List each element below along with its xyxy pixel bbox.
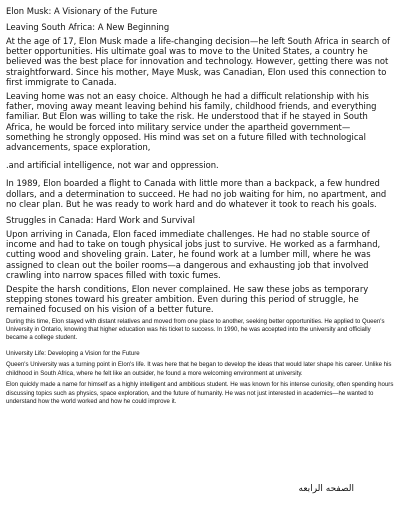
section-title-university-life: University Life: Developing a Vision for the Future xyxy=(6,349,140,357)
section-title-struggles-canada: Struggles in Canada: Hard Work and Survival xyxy=(6,215,195,226)
paragraph-harsh-conditions: Despite the harsh conditions, Elon never complained. He saw these jobs as temporary stepping stones toward his greater ambition. Even during this period of struggle, he remained focused on his vision of a better future. xyxy=(6,284,369,315)
paragraph-age-17: At the age of 17, Elon Musk made a life-changing decision—he left South Africa in search of better opportunities. His ultimate goal was to move to the United States, a country he believed was the best place for innovation and technology. However, getting there was not straightforward. Since his mother, Maye Musk, was Canadian, Elon used this connection to first immigrate to Canada. xyxy=(6,36,390,87)
document-title: Elon Musk: A Visionary of the Future xyxy=(6,6,158,16)
section-title-leaving-south-africa: Leaving South Africa: A New Beginning xyxy=(6,22,170,32)
paragraph-arriving-canada: Upon arriving in Canada, Elon faced immediate challenges. He had no stable source of income and had to take on tough physical jobs just to survive. He worked as a farmhand, cutting wood and shoveling grain. Later, he found work at a lumber mill, where he was assigned to clean out the boiler rooms—a dangerous and exhausting job that involved crawling into narrow spaces filled with toxic fumes. xyxy=(6,229,381,280)
page-footer-label: الصفحه الرابعه xyxy=(298,484,354,494)
paragraph-leaving-home: Leaving home was not an easy choice. Although he had a difficult relationship with his father, moving away meant leaving behind his family, childhood friends, and everything familiar. But Elon was willing to take the risk. He understood that if he stayed in South Africa, he would be forced into military service under the apartheid government—something he strongly opposed. His mind was set on a future filled with technological advancements, space exploration, xyxy=(6,91,377,153)
paragraph-intelligent-student: Elon quickly made a name for himself as a highly intelligent and ambitious student. He was known for his intense curiosity, often spending hours discussing topics such as physics, space exploration, and the future of humanity. He was not just interested in academics—he wanted to understand how the world worked and how he could improve it. xyxy=(6,381,394,405)
paragraph-flight-1989: In 1989, Elon boarded a flight to Canada with little more than a backpack, a few hundred dollars, and a determination to succeed. He had no job waiting for him, no apartment, and no clear plan. But he was ready to work hard and do whatever it took to reach his goals. xyxy=(6,178,387,209)
paragraph-queens-application: During this time, Elon stayed with distant relatives and moved from one place to another, seeking better opportunities. He applied to Queen's University in Ontario, knowing that higher education was his ticket to success. In 1990, he was accepted into the university and officially became a college student. xyxy=(6,317,385,342)
paragraph-ai-not-war: .and artificial intelligence, not war and oppression. xyxy=(6,160,219,171)
document-page xyxy=(6,4,394,406)
paragraph-turning-point: Queen's University was a turning point in Elon's life. It was here that he began to develop the ideas that would later shape his career. Unlike his childhood in South Africa, where he felt like an outsider, he found a more welcoming environment at university. xyxy=(6,361,392,377)
